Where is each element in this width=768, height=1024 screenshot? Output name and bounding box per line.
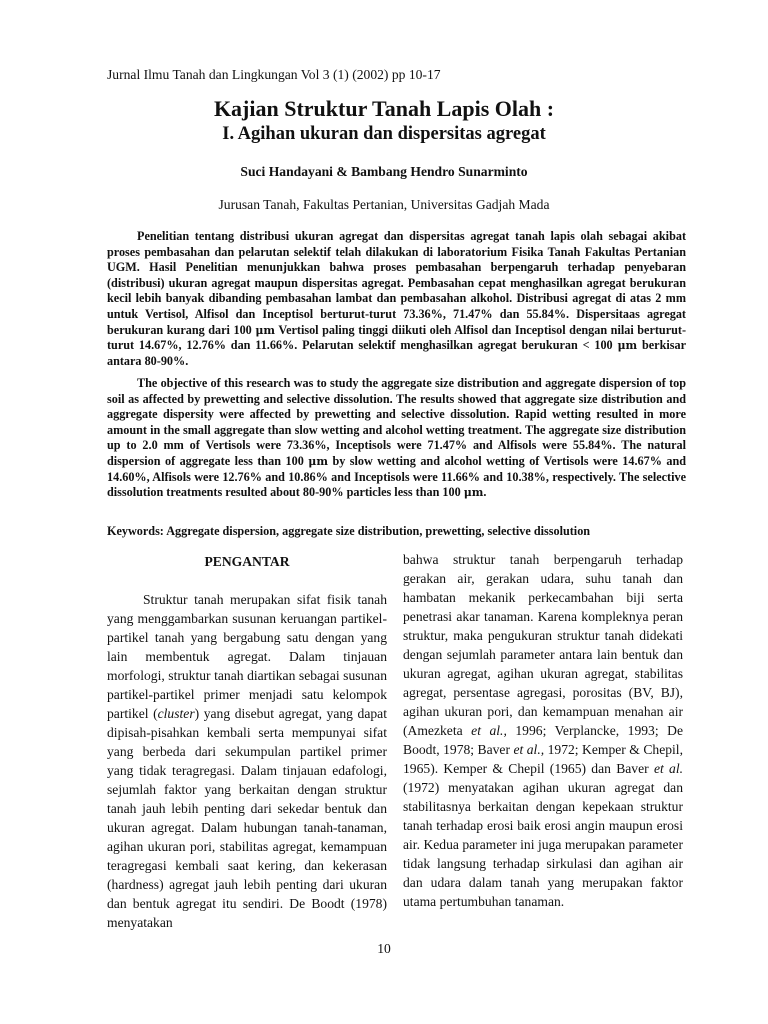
- affiliation: Jurusan Tanah, Fakultas Pertanian, Universitas Gadjah Mada: [218, 197, 550, 212]
- paper-subtitle: I. Agihan ukuran dan dispersitas agregat: [222, 124, 546, 144]
- abstract-id-text: berkisar antara 80-90%.: [107, 338, 686, 368]
- abstract-english: [107, 376, 686, 501]
- body-text: (1972) menyatakan agihan ukuran agregat dan stabilitasnya berkaitan dengan kepekaan struktur tanah terhadap erosi baik erosi angin maupun erosi air. Kedua parameter ini juga merupakan parameter tidak langsung terhadap sirkulasi dan agihan air dan udara dalam tanah yang merupakan faktor utama pertumbuhan tanaman.: [403, 780, 683, 909]
- abstract-en-text: .: [483, 485, 487, 500]
- body-text: Struktur tanah merupakan sifat fisik tanah yang menggambarkan susunan keruangan partikel-partikel tanah yang bergabung satu dengan yang lain membentuk agregat. Dalam tinjauan morfologi, struktur tanah diartikan sebagai susunan partikel-partikel primer menjadi satu kelompok partikel (: [107, 592, 387, 721]
- abstract-id-text: Penelitian tentang distribusi ukuran agregat dan dispersitas agregat tanah lapis olah sebagai akibat proses pembasahan dan pelarutan selektif telah dilakukan di laboratorium Fisika Tanah Fakultas Pertanian UGM. Hasil Penelitian menunjukkan bahwa proses pembasahan berpengaruh terhadap penyebaran (distribusi) ukuran agregat maupun dispersitas agregat. Pembasahan cepat menghasilkan agregat berukuran kecil lebih banyak dibanding pembasahan lambat dan pembasahan alkohol. Distribusi agregat di atas 2 mm untuk Vertisol, Alfisol dan Inceptisol berturut-turut 73.36%, 71.47% dan 55.84%. Dispersitaas agregat berukuran kurang dari 100: [107, 229, 686, 337]
- italic-term: cluster: [157, 706, 195, 721]
- micro-symbol: μm: [617, 339, 638, 353]
- italic-term: et al.,: [471, 723, 507, 738]
- italic-term: et al.,: [513, 742, 545, 757]
- body-text: ) yang disebut agregat, yang dapat dipisah-pisahkan kembali serta mempunyai sifat yang berbeda dari sekumpulan partikel primer yang tidak teragregasi. Dalam tinjauan edafologi, sejumlah faktor yang berkaitan dengan struktur tanah jauh lebih penting dari sekedar bentuk dan ukuran agregat. Dalam hubungan tanah-tanaman, agihan ukuran pori, stabilitas agregat, kemampuan teragregasi kembali saat kering, dan kekerasan (hardness) agregat jauh lebih penting dari ukuran dan bentuk agregat itu sendiri. De Boodt (1978) menyatakan: [107, 706, 387, 930]
- page-number: 10: [377, 941, 391, 956]
- right-column-body: [403, 550, 683, 911]
- right-column: [403, 550, 683, 911]
- micro-symbol: μm: [255, 323, 276, 337]
- abstract-indonesian: [107, 229, 686, 369]
- body-text: 1972; Kemper & Chepil, 1965). Kemper & Chepil (1965) dan Baver: [403, 742, 683, 776]
- body-text: 1996; Verplancke, 1993; De Boodt, 1978; Baver: [403, 723, 683, 757]
- authors: Suci Handayani & Bambang Hendro Sunarminto: [240, 164, 528, 179]
- abstract-en-text: by slow wetting and alcohol wetting of Vertisols were 14.67% and 14.60%, Alfisols were 12.76% and 10.86% and Inceptisols were 11.66% and 10.38%, respectively. The selective dissolution treatments resulted about 80-90% particles less than 100: [107, 453, 686, 500]
- abstract-en-text: The objective of this research was to study the aggregate size distribution and aggregate dispersion of top soil as affected by prewetting and selective dissolution. The results showed that aggregate size distribution and aggregate dispersity were affected by prewetting and selective dissolution. Rapid wetting resulted in more amount in the small aggregate than slow wetting and alcohol wetting treatment. The aggregate size distribution up to 2.0 mm of Vertisols were 73.36%, Inceptisols were 71.47% and Alfisols were 55.84%. The natural dispersion of aggregate less than 100: [107, 376, 686, 468]
- italic-term: et al.: [653, 761, 683, 776]
- paper-title: Kajian Struktur Tanah Lapis Olah :: [213, 96, 555, 121]
- micro-symbol: μm: [463, 486, 484, 500]
- section-heading: PENGANTAR: [204, 554, 290, 569]
- journal-header: Jurnal Ilmu Tanah dan Lingkungan Vol 3 (1) (2002) pp 10-17: [107, 67, 441, 82]
- abstract-id-text: Vertisol paling tinggi diikuti oleh Alfisol dan Inceptisol dengan nilai berturut-turut 14.67%, 12.76% dan 11.66%. Pelarutan selektif menghasilkan agregat berukuran < 100: [107, 322, 687, 353]
- body-text: bahwa struktur tanah berpengaruh terhadap gerakan air, gerakan udara, suhu tanah dan hambatan mekanik perkecambahan biji serta penetrasi akar tanaman. Karena kompleknya peran struktur, maka pengukuran struktur tanah didekati dengan sejumlah parameter antara lain bentuk dan ukuran agregat, agihan ukuran agregat, stabilitas agregat, persentase agregasi, porositas (BV, BJ), agihan ukuran pori, dan kemampuan menahan air (Amezketa: [403, 552, 683, 738]
- left-column-body: [107, 590, 387, 932]
- keywords: Keywords: Aggregate dispersion, aggregate size distribution, prewetting, selective dissolution: [107, 524, 591, 538]
- micro-symbol: μm: [308, 454, 328, 468]
- left-column: [107, 552, 387, 932]
